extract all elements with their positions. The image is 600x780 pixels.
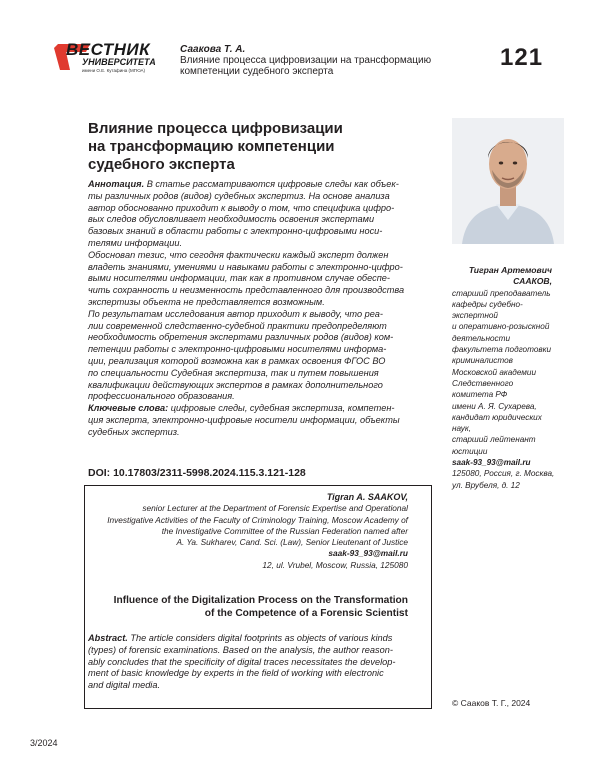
author-info-line: экспертной — [452, 311, 498, 321]
author-info-line: наук, — [452, 424, 472, 434]
english-title-line: of the Competence of a Forensic Scientist — [204, 607, 408, 619]
title-line: Влияние процесса цифровизации — [88, 120, 343, 137]
article-title — [88, 120, 408, 174]
abstract-line: квалификации действующих экспертов в рамках дополнительного — [88, 379, 383, 390]
keywords-line: цифровые следы, судебная экспертиза, компетен- — [168, 403, 395, 414]
english-author-line: A. Ya. Sukharev, Cand. Sci. (Law), Senior Lieutenant of Justice — [176, 537, 408, 548]
abstract-line: экспертизы объекта не представляется возможным. — [88, 296, 325, 307]
english-abstract-line: and digital media. — [88, 680, 161, 691]
author-info-line: Следственного — [452, 378, 514, 388]
english-abstract-line: ment of basic knowledge by experts in the field of working with electronic — [88, 668, 384, 679]
abstract-line: необходимость обретения экспертами различных родов (видов) ком- — [88, 332, 394, 343]
author-email-link[interactable]: saak-93_93@mail.ru — [452, 458, 531, 468]
english-author-address: 12, ul. Vrubel, Moscow, Russia, 125080 — [262, 559, 408, 570]
author-name-last: СААКОВ, — [513, 276, 552, 287]
abstract-line: владеть знаниями, умениями и навыками работы с электронно-цифро- — [88, 261, 403, 272]
title-line: судебного эксперта — [88, 156, 235, 173]
author-sidebar — [452, 265, 570, 491]
abstract-line: выми носителями информации, так как в противном случае обеспе- — [88, 273, 390, 284]
english-author-email-link[interactable]: saak-93_93@mail.ru — [328, 548, 408, 559]
logo-main-text: ВЕСТНИК — [66, 40, 151, 59]
abstract-label: Аннотация. — [88, 179, 145, 189]
abstract-line: ции, реализация которой возможна как в рамках освоения ФГОС ВО — [88, 355, 386, 366]
keywords-line: судебных экспертиз. — [88, 426, 180, 437]
english-title — [96, 595, 408, 620]
abstract-line: ты различных родов (видов) судебных экспертиз. На основе анализа — [88, 190, 390, 201]
english-abstract-line — [88, 633, 418, 645]
author-info-line: кандидат юридических — [452, 412, 542, 422]
author-info-line: имени А. Я. Сухарева, — [452, 401, 537, 411]
title-line: на трансформацию компетенции — [88, 138, 335, 155]
logo-sub-text: УНИВЕРСИТЕТА — [82, 57, 156, 67]
author-info-line: кафедры судебно- — [452, 299, 523, 309]
journal-logo — [52, 40, 172, 78]
abstract-line: по специальности Судебная экспертиза, так и путем повышения — [88, 367, 379, 378]
copyright-notice: © Сааков Т. Г., 2024 — [452, 698, 531, 708]
author-info-line: факультета подготовки — [452, 345, 552, 355]
english-abstract-text: The article considers digital footprints as objects of various kinds — [127, 633, 393, 643]
keywords-paragraph — [88, 403, 410, 415]
abstract-ru — [88, 179, 410, 439]
abstract-line: В статье рассматриваются цифровые следы как объек- — [144, 179, 399, 189]
author-name-first: Тигран Артемович — [468, 265, 552, 275]
english-abstract-line: ably concludes that the specificity of digital traces necessitates the develop- — [88, 656, 396, 667]
header-title-line-1: Влияние процесса цифровизации на трансформацию — [180, 55, 432, 66]
english-abstract — [88, 633, 418, 692]
abstract-line: базовых знаний в области работы с электронно-цифровыми носи- — [88, 226, 383, 237]
abstract-paragraph — [88, 179, 410, 191]
header-title-line-2: компетенции судебного эксперта — [180, 66, 334, 77]
author-photo — [452, 118, 564, 244]
running-header — [180, 44, 440, 77]
author-info-line: и оперативно-розыскной — [452, 322, 550, 332]
author-info-line: комитета РФ — [452, 390, 508, 400]
author-info-line: старший преподаватель — [452, 288, 551, 298]
english-author-name: Tigran A. SAAKOV, — [326, 492, 408, 502]
keywords-line: ция эксперта, электронно-цифровые носители информации, объекты — [88, 414, 400, 425]
author-address-line: 125080, Россия, г. Москва, — [452, 469, 555, 479]
abstract-line: профессионального образования. — [88, 391, 235, 402]
english-author-line: Investigative Activities of the Faculty of Criminology Training, Moscow Academy of — [107, 514, 408, 525]
author-info-line: старший лейтенант — [452, 435, 536, 445]
abstract-line: телями информации. — [88, 237, 183, 248]
issue-number: 3/2024 — [30, 738, 58, 748]
author-address-line: ул. Врубеля, д. 12 — [452, 480, 520, 490]
author-info-line: деятельности — [452, 333, 511, 343]
logo-tiny-text: имени О.Е. Кутафина (МГЮА) — [82, 68, 146, 73]
abstract-line: Обосновan тезис, что сегодня фактически каждый эксперт должен — [88, 249, 389, 260]
author-info-line: криминалистов — [452, 356, 513, 366]
author-info-line: Московской академии — [452, 367, 537, 377]
page-number: 121 — [500, 44, 544, 71]
english-abstract-label: Abstract. — [88, 633, 128, 643]
abstract-line: петенции работы с электронно-цифровыми носителями информа- — [88, 344, 387, 355]
abstract-line: автор обоснованно приходит к выводу о том, что специфика цифро- — [88, 202, 395, 213]
author-info-line: юстиции — [452, 446, 488, 456]
keywords-label: Ключевые слова: — [88, 403, 169, 414]
english-author-block — [96, 492, 408, 571]
english-author-line: senior Lecturer at the Department of Forensic Expertise and Operational — [142, 503, 408, 514]
abstract-line: лии современной следственно-судебной практики предопределяют — [88, 320, 387, 331]
abstract-line: вых следов обусловливает необходимость освоения экспертами — [88, 214, 375, 225]
abstract-line: По результатам исследования автор приходит к выводу, что реа- — [88, 308, 383, 319]
header-author: Саакова Т. А. — [180, 44, 246, 55]
english-author-line: the Investigative Committee of the Russian Federation named after — [161, 525, 408, 536]
abstract-line: чить сохранность и неизменность представленного для производства — [88, 285, 405, 296]
english-abstract-line: (types) of forensic examinations. Based on the analysis, the author reason- — [88, 644, 393, 655]
english-title-line: Influence of the Digitalization Process on the Transformation — [113, 595, 408, 606]
doi-link[interactable]: DOI: 10.17803/2311-5998.2024.115.3.121-128 — [88, 467, 306, 479]
